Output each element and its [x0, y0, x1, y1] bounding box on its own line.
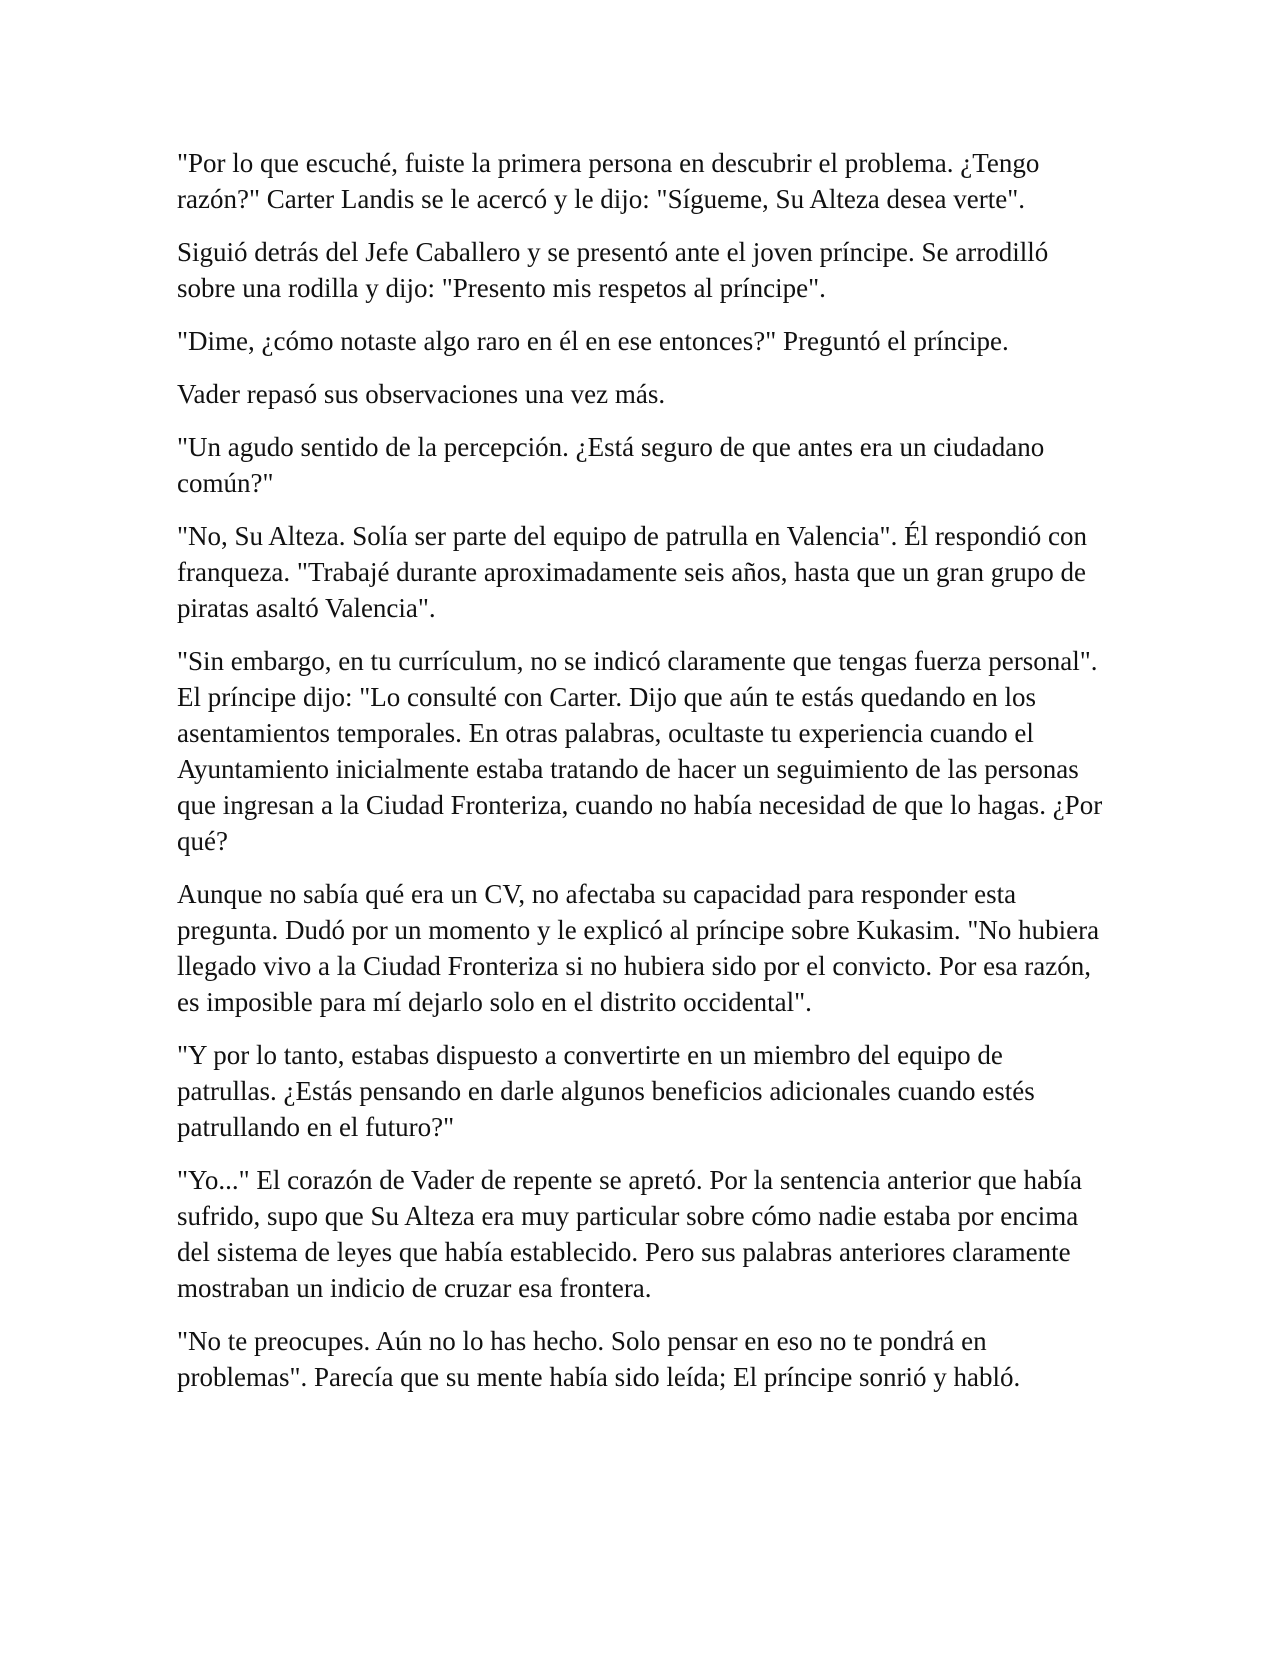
paragraph-3: "Dime, ¿cómo notaste algo raro en él en ese entonces?" Preguntó el príncipe.: [177, 326, 1009, 356]
paragraph-9: "Y por lo tanto, estabas dispuesto a convertirte en un miembro del equipo de patrullas. ¿Estás pensando en darle algunos beneficios adicionales cuando estés patrullando en el futuro?": [177, 1040, 1035, 1142]
document-body: [177, 145, 1107, 1412]
paragraph-4: Vader repasó sus observaciones una vez más.: [177, 379, 666, 409]
paragraph-6: "No, Su Alteza. Solía ser parte del equipo de patrulla en Valencia". Él respondió con franqueza. "Trabajé durante aproximadamente seis años, hasta que un gran grupo de piratas asaltó Valencia".: [177, 521, 1088, 623]
paragraph-5: "Un agudo sentido de la percepción. ¿Está seguro de que antes era un ciudadano común?": [177, 432, 1045, 498]
paragraph-1: "Por lo que escuché, fuiste la primera persona en descubrir el problema. ¿Tengo razón?" Carter Landis se le acercó y le dijo: "Sígueme, Su Alteza desea verte".: [177, 148, 1040, 214]
paragraph-2: Siguió detrás del Jefe Caballero y se presentó ante el joven príncipe. Se arrodilló sobre una rodilla y dijo: "Presento mis respetos al príncipe".: [177, 237, 1049, 303]
paragraph-10: "Yo..." El corazón de Vader de repente se apretó. Por la sentencia anterior que había sufrido, supo que Su Alteza era muy particular sobre cómo nadie estaba por encima del sistema de leyes que había establecido. Pero sus palabras anteriores claramente mostraban un indicio de cruzar esa frontera.: [177, 1165, 1082, 1303]
paragraph-7: "Sin embargo, en tu currículum, no se indicó claramente que tengas fuerza personal". El príncipe dijo: "Lo consulté con Carter. Dijo que aún te estás quedando en los asentamientos temporales. En otras palabras, ocultaste tu experiencia cuando el Ayuntamiento inicialmente estaba tratando de hacer un seguimiento de las personas que ingresan a la Ciudad Fronteriza, cuando no había necesidad de que lo hagas. ¿Por qué?: [177, 646, 1103, 856]
paragraph-11: "No te preocupes. Aún no lo has hecho. Solo pensar en eso no te pondrá en problemas". Parecía que su mente había sido leída; El príncipe sonrió y habló.: [177, 1326, 1021, 1392]
paragraph-8: Aunque no sabía qué era un CV, no afectaba su capacidad para responder esta pregunta. Dudó por un momento y le explicó al príncipe sobre Kukasim. "No hubiera llegado vivo a la Ciudad Fronteriza si no hubiera sido por el convicto. Por esa razón, es imposible para mí dejarlo solo en el distrito occidental".: [177, 879, 1100, 1017]
